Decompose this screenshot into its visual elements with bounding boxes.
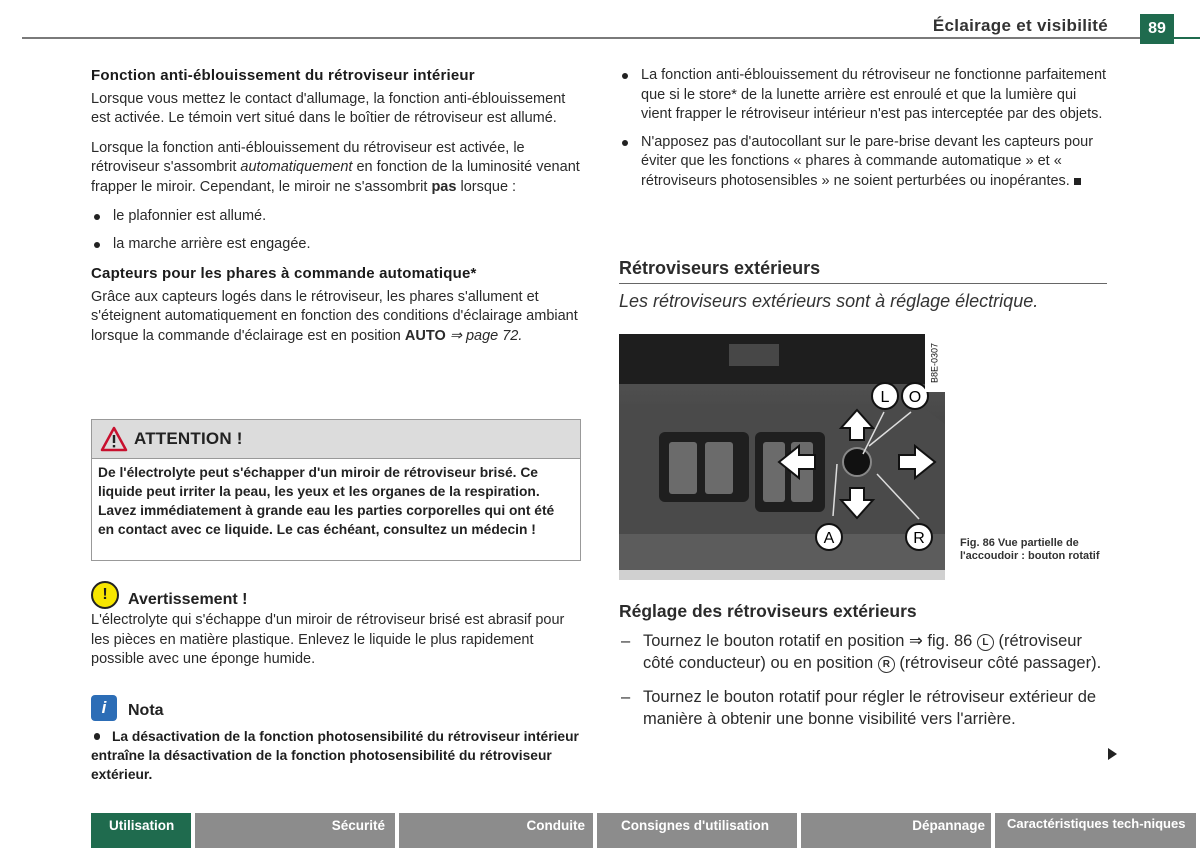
notice-avertissement: [91, 581, 581, 670]
nota-header: [91, 695, 581, 721]
text-run-bold: pas: [431, 178, 457, 195]
label-A-marker: [816, 524, 842, 550]
right-column-top: [619, 66, 1109, 199]
attention-header: [92, 420, 580, 459]
label-L: L: [880, 389, 890, 406]
bullet-dot: [94, 733, 100, 739]
step-text: Tournez le bouton rotatif en position ⇒ fig. 86: [643, 632, 977, 650]
header-rule: [22, 37, 1140, 39]
subsection-title-adjust: Réglage des rétroviseurs extérieurs: [619, 601, 917, 621]
armrest-illustration: [619, 334, 945, 580]
list-item-text: N'apposez pas d'autocollant sur le pare-brise devant les capteurs pour éviter que les fonctions « phares à commande automatique » et « rétroviseurs photosensibles » ne soient perturbées ou inopérantes.: [641, 133, 1094, 189]
position-R-icon: R: [878, 656, 895, 673]
tab-depannage[interactable]: Dépannage: [801, 813, 995, 848]
chapter-title: Éclairage et visibilité: [932, 16, 1108, 35]
step-item: [619, 630, 1111, 674]
label-O: O: [908, 389, 922, 406]
end-of-section-icon: [1074, 178, 1081, 185]
notice-text: L'électrolyte qui s'échappe d'un miroir de rétroviseur brisé est abrasif pour les pièces en matière plastique. Enlevez le liquide le plus rapidement possible avec une éponge humide.: [91, 612, 565, 667]
notice-nota: [91, 695, 581, 792]
text-run: lorsque :: [456, 178, 517, 195]
steps-list: [619, 630, 1111, 742]
section-title-antiglare: Fonction anti-éblouissement du rétroviseur intérieur: [91, 67, 475, 84]
tab-consignes[interactable]: Consignes d'utilisation: [597, 813, 801, 848]
section-subtitle: Les rétroviseurs extérieurs sont à réglage électrique.: [619, 291, 1039, 311]
continue-arrow-icon: [1108, 748, 1117, 760]
list-item: [619, 133, 1109, 192]
position-L-icon: L: [977, 634, 994, 651]
section-title-sensors: Capteurs pour les phares à commande automatique*: [91, 265, 477, 282]
section-rule: [619, 283, 1107, 284]
label-A: A: [823, 530, 835, 547]
attention-box: [91, 419, 581, 561]
text-run: en fonction de la luminosité venant frapper le miroir. Cependant, le miroir ne s'assombrit: [91, 159, 580, 195]
nota-title: Nota: [128, 702, 164, 719]
paragraph-sensors: [91, 288, 581, 347]
section-title-exterior-mirrors: Rétroviseurs extérieurs: [619, 258, 821, 278]
list-item: la marche arrière est engagée.: [91, 235, 581, 255]
step-item: – Tournez le bouton rotatif pour régler le rétroviseur extérieur de manière à obtenir une bonne visibilité vers l'arrière.: [619, 686, 1111, 730]
warning-triangle-icon: [100, 426, 128, 452]
tab-utilisation[interactable]: Utilisation: [91, 813, 195, 848]
paragraph-antiglare-1: Lorsque vous mettez le contact d'allumage, la fonction anti-éblouissement est activée. Le témoin vert situé dans le boîtier de rétroviseur est allumé.: [91, 90, 566, 126]
info-icon: i: [91, 695, 117, 721]
label-L-marker: [872, 383, 898, 409]
text-run: Grâce aux capteurs logés dans le rétroviseur, les phares s'allument et s'éteignent automatiquement en fonction des conditions d'éclairage ambiant lorsque la commande d'éclairage est en position: [91, 288, 578, 344]
page-number: 89: [1140, 14, 1174, 44]
text-run-bold: AUTO: [404, 327, 446, 344]
list-item: le plafonnier est allumé.: [91, 207, 581, 227]
notice-title: Avertissement !: [128, 591, 248, 608]
attention-title: ATTENTION !: [134, 429, 243, 448]
label-R-marker: [906, 524, 932, 550]
figure-caption: Fig. 86 Vue partielle de l'accoudoir : bouton rotatif: [960, 537, 1100, 562]
text-run-italic: automatiquement: [240, 159, 353, 175]
nota-text-run: La désactivation de la fonction photosensibilité du rétroviseur intérieur entraîne la désactivation de la fonction photosensibilité du rétroviseur extérieur.: [91, 729, 579, 782]
exclamation-circle-icon: !: [91, 581, 119, 609]
list-item: La fonction anti-éblouissement du rétroviseur ne fonctionne parfaitement que si le store* de la lunette arrière est enroulé et que la lumière qui vient frapper le rétroviseur intérieur n'est pas interceptée par des objets.: [619, 66, 1109, 125]
left-column: [91, 66, 581, 356]
page-reference-link[interactable]: ⇒ page 72.: [445, 327, 523, 344]
label-R: R: [913, 530, 925, 547]
figure-armrest-photo: [619, 334, 945, 580]
tab-conduite[interactable]: Conduite: [399, 813, 597, 848]
step-text: (rétroviseur côté conducteur) ou en position: [643, 632, 1082, 672]
tab-securite[interactable]: Sécurité: [195, 813, 399, 848]
nota-text: [91, 727, 581, 784]
page-number-rule: [1140, 37, 1200, 39]
step-text: (rétroviseur côté passager).: [894, 654, 1102, 672]
text-run: Lorsque la fonction anti-éblouissement du rétroviseur est activée, le rétroviseur s'assombrit: [91, 139, 525, 175]
label-O-marker: [902, 383, 928, 409]
footer-nav: [91, 813, 1200, 848]
figure-code: B8E-0307: [929, 342, 940, 384]
tab-caracteristiques[interactable]: Caractéristiques tech-niques: [995, 813, 1200, 848]
attention-text: De l'électrolyte peut s'échapper d'un miroir de rétroviseur brisé. Ce liquide peut irriter la peau, les yeux et les organes de la respiration. Lavez immédiatement à grande eau les parties corporelles qui ont été en contact avec ce liquide. Le cas échéant, consultez un médecin !: [98, 465, 555, 537]
notice-header: [91, 581, 581, 609]
paragraph-antiglare-2: [91, 139, 581, 198]
